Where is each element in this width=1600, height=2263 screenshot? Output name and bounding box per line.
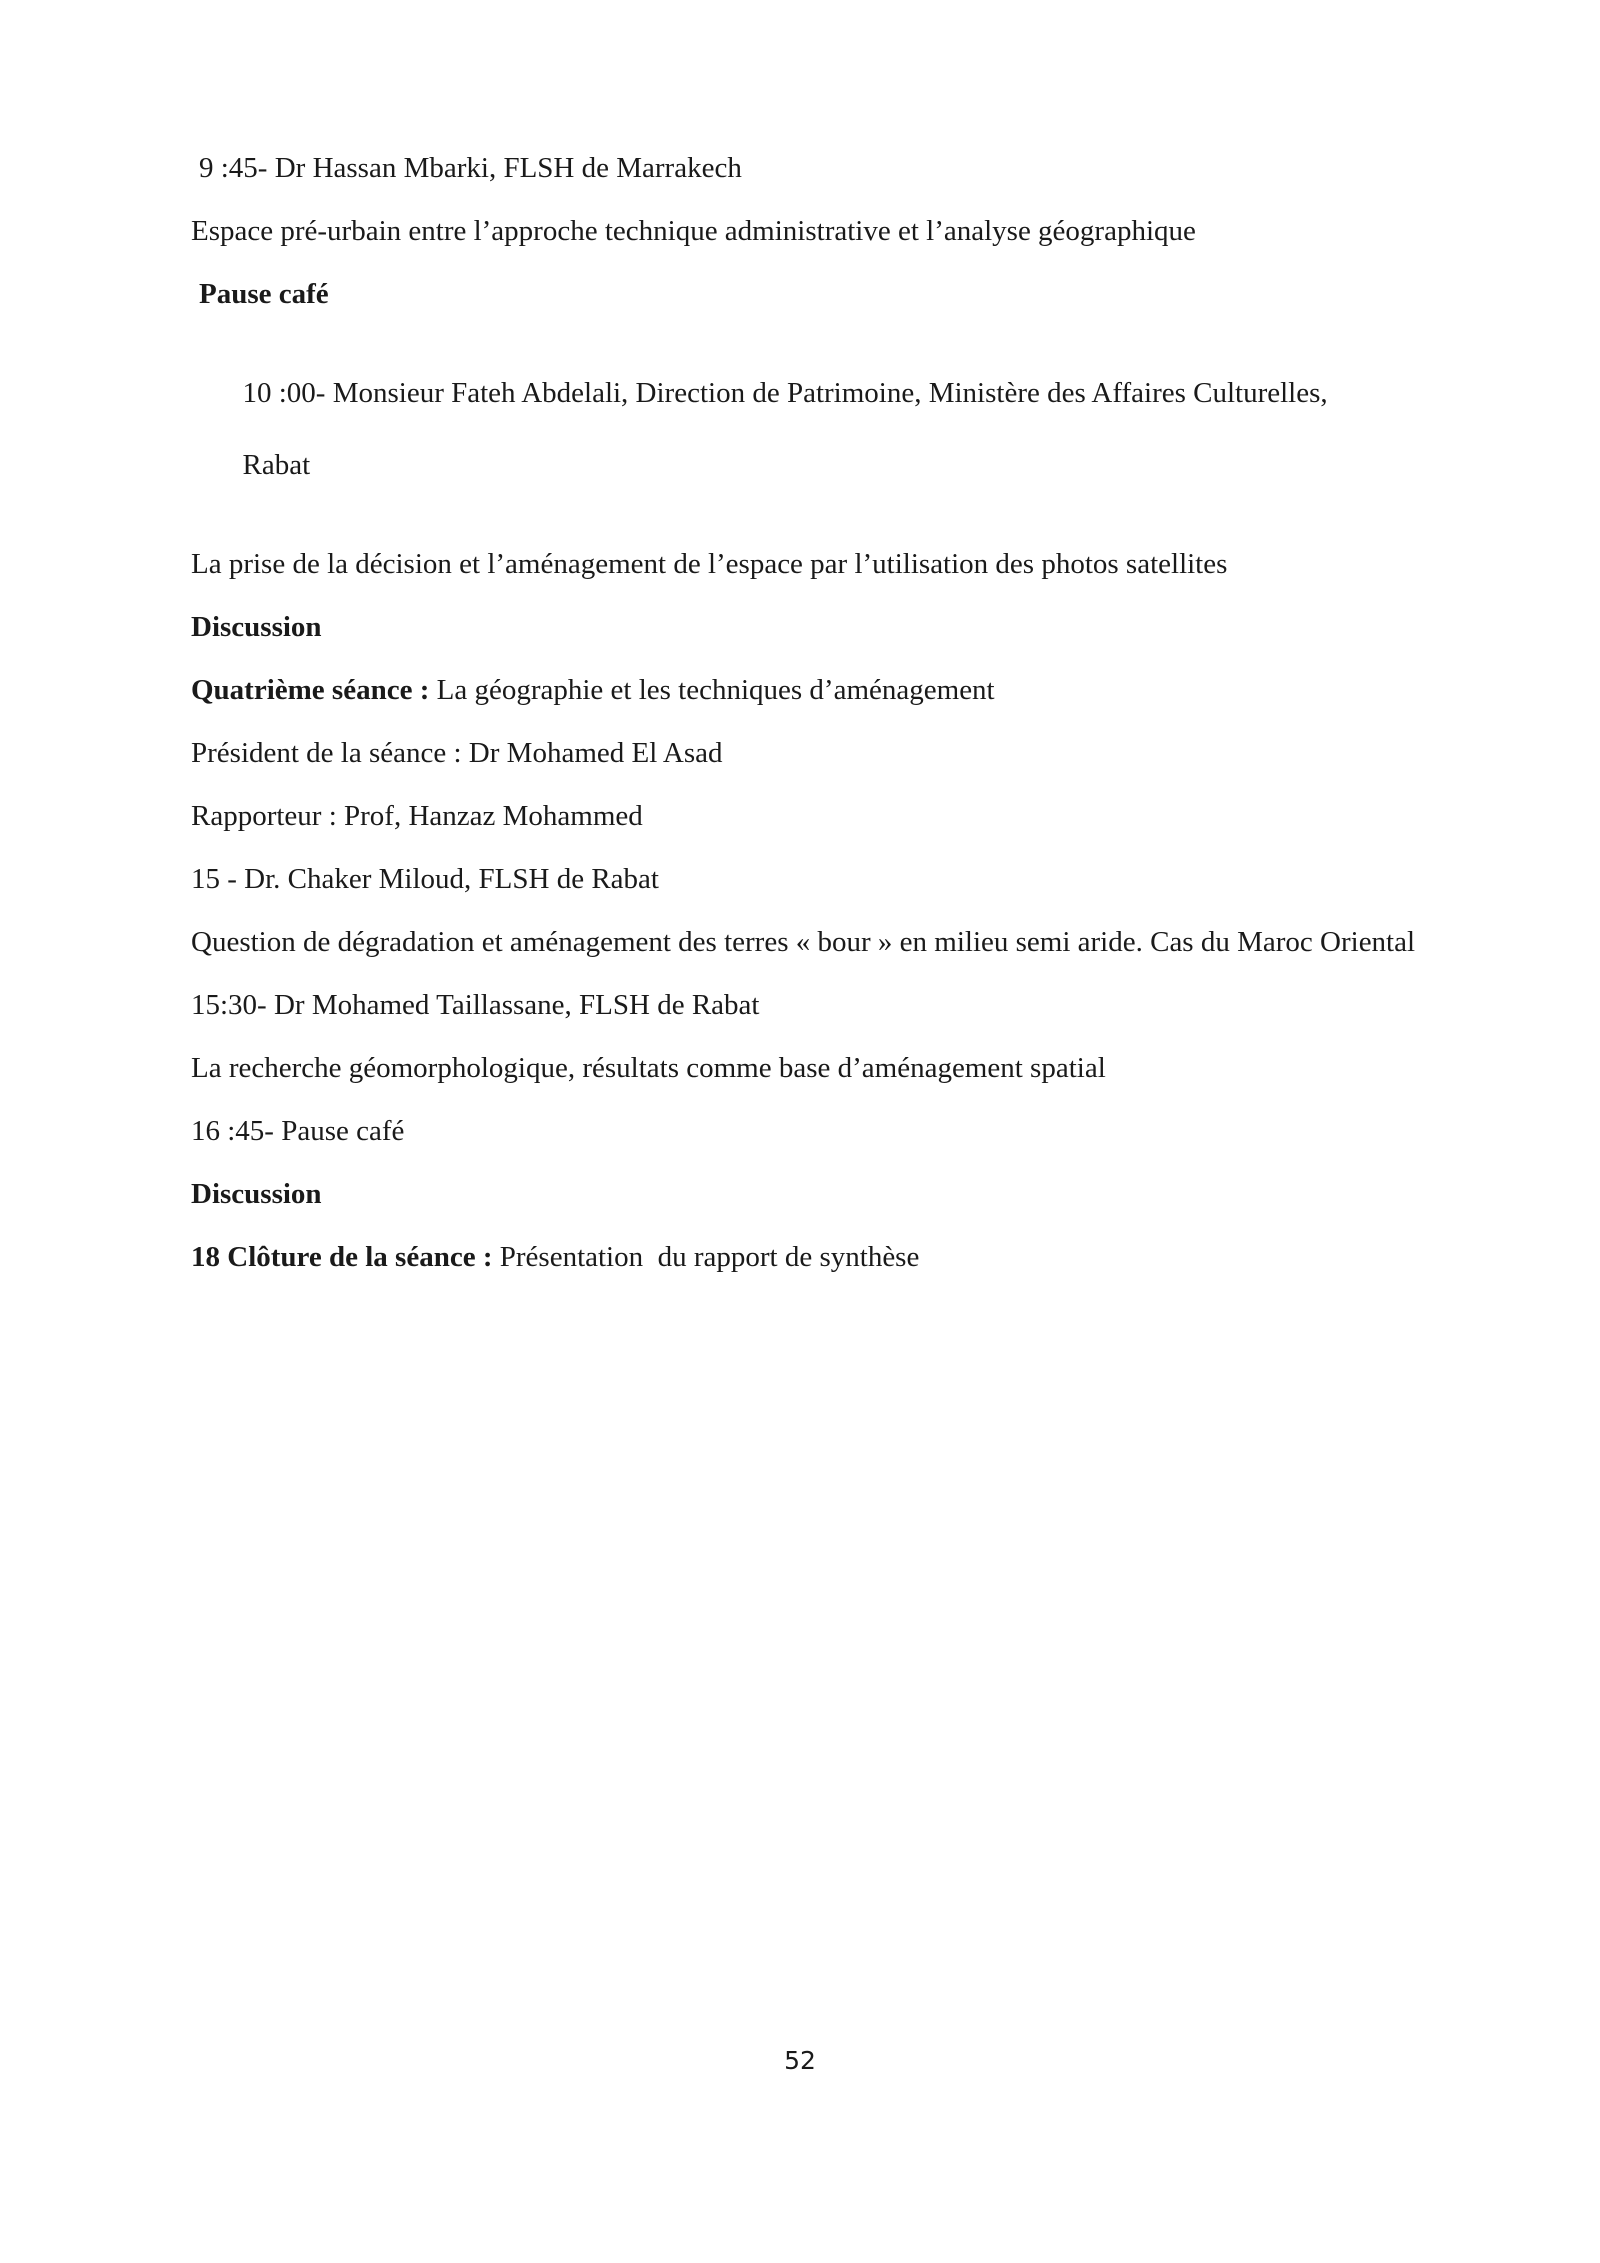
speaker-line-abdelali-part1: 10 :00- Monsieur Fateh Abdelali, Direction de Patrimoine, Ministère des Affaires Culturelles,: [242, 377, 1328, 409]
session-label: Quatrième séance :: [191, 674, 430, 706]
discussion-heading-1: Discussion: [191, 611, 322, 643]
speaker-line-abdelali-part2: Rabat: [242, 449, 311, 481]
closing-line: [191, 1239, 1421, 1275]
session-rapporteur: Rapporteur : Prof, Hanzaz Mohammed: [191, 800, 643, 832]
session-president: Président de la séance : Dr Mohamed El Asad: [191, 737, 723, 769]
closing-text: Présentation du rapport de synthèse: [492, 1241, 920, 1273]
speaker-line-taillassane: 15:30- Dr Mohamed Taillassane, FLSH de Rabat: [191, 989, 760, 1021]
closing-label: 18 Clôture de la séance :: [191, 1241, 493, 1273]
break-heading-pause-cafe: Pause café: [199, 278, 329, 310]
discussion-heading-2: Discussion: [191, 1178, 322, 1210]
talk-title-recherche-geomorphologique: La recherche géomorphologique, résultats comme base d’aménagement spatial: [191, 1052, 1106, 1084]
speaker-line-mbarki: 9 :45- Dr Hassan Mbarki, FLSH de Marrakech: [199, 152, 742, 184]
talk-title-espace-pre-urbain: Espace pré-urbain entre l’approche technique administrative et l’analyse géographique: [191, 215, 1196, 247]
speaker-line-miloud: 15 - Dr. Chaker Miloud, FLSH de Rabat: [191, 863, 659, 895]
break-line-pause-cafe: 16 :45- Pause café: [191, 1115, 405, 1147]
speaker-line-abdelali: [191, 339, 1421, 519]
session-heading-quatrieme: [191, 672, 1421, 708]
talk-title-terres-bour: Question de dégradation et aménagement des terres « bour » en milieu semi aride. Cas du Maroc Oriental: [191, 926, 1416, 958]
page-number: 52: [784, 2046, 816, 2075]
talk-title-photos-satellites: La prise de la décision et l’aménagement de l’espace par l’utilisation des photos satellites: [191, 548, 1228, 580]
program-content: [191, 150, 1421, 1302]
session-topic: La géographie et les techniques d’aménagement: [429, 674, 995, 706]
